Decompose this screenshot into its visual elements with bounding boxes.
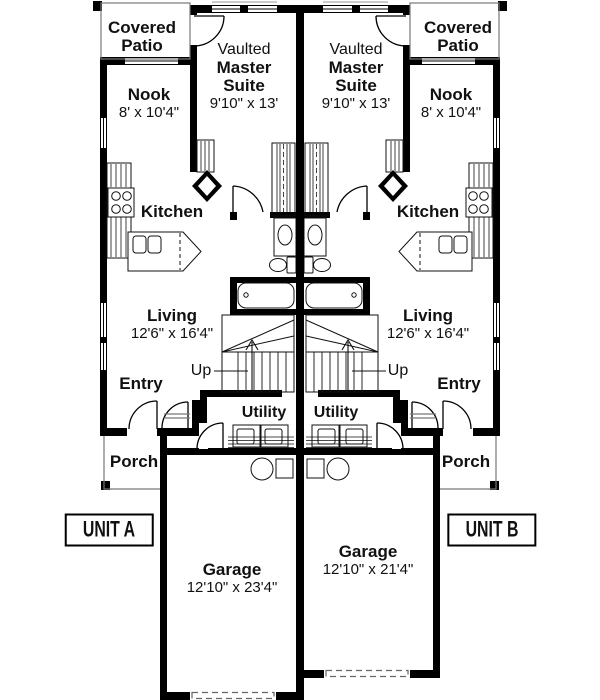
nook-dims: 8' x 10'4": [420, 104, 482, 121]
patio-line2: Patio: [437, 36, 479, 55]
room-label-kitchen-b: Kitchen: [396, 202, 460, 221]
nook-name: Nook: [127, 85, 171, 104]
room-label-porch-a: Porch: [109, 452, 159, 471]
master-line1: Vaulted: [329, 41, 383, 58]
room-label-entry-a: Entry: [119, 374, 163, 393]
garage-b-name: Garage: [338, 542, 398, 561]
room-label-master-b: [322, 41, 391, 113]
living-dims: 12'6" x 16'4": [386, 325, 470, 342]
room-label-garage-a: [187, 561, 278, 597]
master-dims: 9'10" x 13': [321, 95, 391, 112]
patio-line1: Covered: [107, 18, 177, 37]
room-label-kitchen-a: Kitchen: [140, 202, 204, 221]
master-dims: 9'10" x 13': [209, 95, 279, 112]
master-line2: Master: [216, 58, 272, 77]
master-line1: Vaulted: [217, 41, 271, 58]
nook-dims: 8' x 10'4": [118, 104, 180, 121]
stairs-up-label-a: Up: [190, 362, 212, 379]
room-label-covered-patio-b: [424, 19, 492, 55]
living-dims: 12'6" x 16'4": [130, 325, 214, 342]
patio-line2: Patio: [121, 36, 163, 55]
patio-line1: Covered: [423, 18, 493, 37]
master-line3: Suite: [223, 76, 265, 95]
room-label-garage-b: [323, 543, 414, 579]
unit-b-tag: UNIT B: [465, 516, 519, 542]
room-label-covered-patio-a: [108, 19, 176, 55]
room-label-master-a: [210, 41, 279, 113]
stairs-up-label-b: Up: [387, 362, 409, 379]
unit-a-label-box: [65, 514, 154, 547]
party-wall: [296, 5, 304, 700]
utility-name: Utility: [313, 404, 359, 421]
room-label-porch-b: Porch: [441, 452, 491, 471]
room-label-utility-b: [314, 404, 358, 422]
room-label-entry-b: Entry: [437, 374, 481, 393]
living-name: Living: [402, 306, 454, 325]
garage-a-dims: 12'10" x 23'4": [186, 579, 278, 596]
garage-b-dims: 12'10" x 21'4": [322, 561, 414, 578]
utility-name: Utility: [241, 404, 287, 421]
room-label-living-a: [131, 307, 213, 343]
room-label-living-b: [387, 307, 469, 343]
living-name: Living: [146, 306, 198, 325]
unit-b-label-box: [447, 514, 536, 547]
room-label-nook-a: [119, 86, 179, 122]
room-label-nook-b: [421, 86, 481, 122]
garage-a-name: Garage: [202, 560, 262, 579]
nook-name: Nook: [429, 85, 473, 104]
master-line2: Master: [328, 58, 384, 77]
unit-a-tag: UNIT A: [82, 516, 136, 542]
master-line3: Suite: [335, 76, 377, 95]
room-label-utility-a: [242, 404, 286, 422]
